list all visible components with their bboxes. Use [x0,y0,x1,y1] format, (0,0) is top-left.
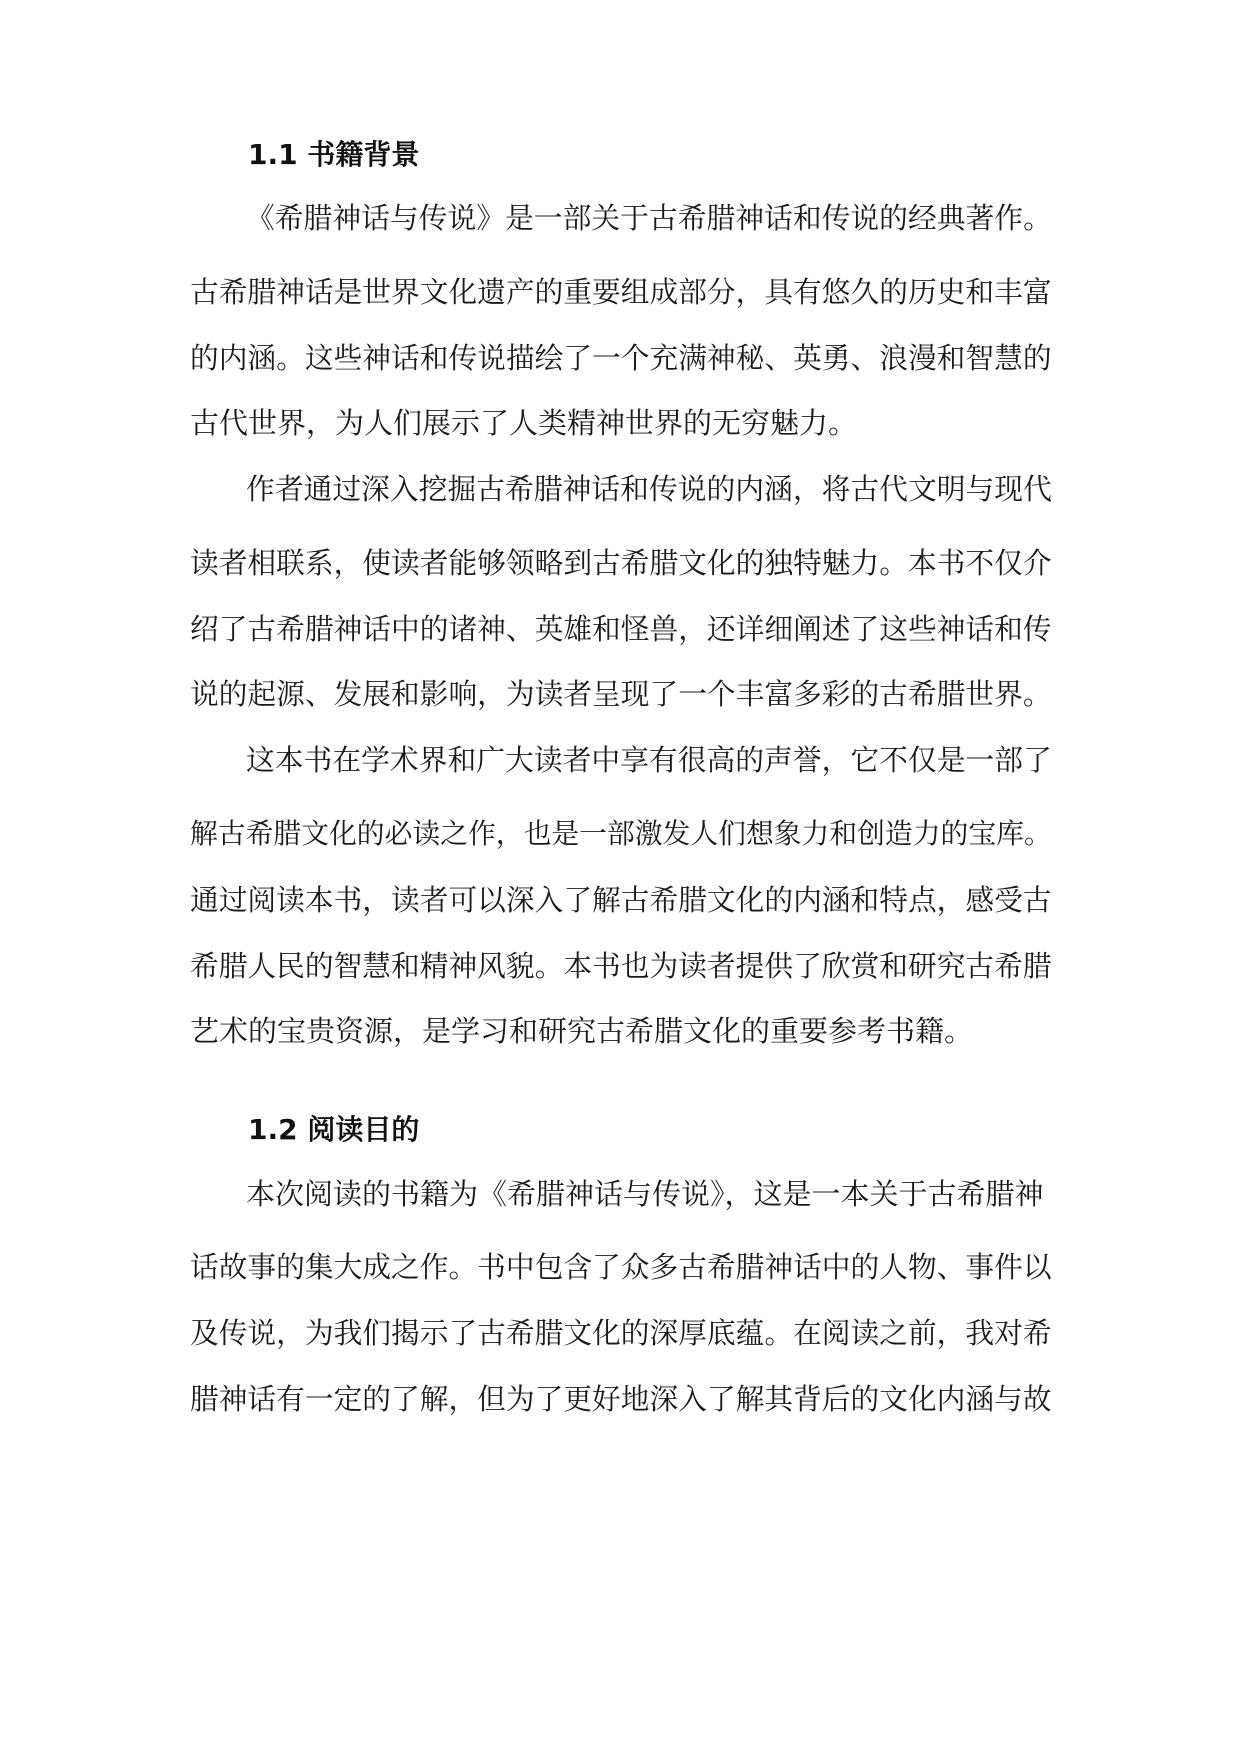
paragraph-line: 绍了古希腊神话中的诸神、英雄和怪兽，还详细阐述了这些神话和传 [190,612,1052,646]
paragraph-line: 说的起源、发展和影响，为读者呈现了一个丰富多彩的古希腊世界。 [190,677,1052,711]
paragraph-line: 及传说，为我们揭示了古希腊文化的深厚底蕴。在阅读之前，我对希 [190,1316,1052,1350]
section-heading-1-2: 1.2 阅读目的 [248,1113,420,1146]
paragraph-line: 古希腊神话是世界文化遗产的重要组成部分，具有悠久的历史和丰富 [190,275,1052,309]
paragraph-line: 通过阅读本书，读者可以深入了解古希腊文化的内涵和特点，感受古 [190,883,1052,917]
paragraph-line: 话故事的集大成之作。书中包含了众多古希腊神话中的人物、事件以 [190,1250,1052,1284]
paragraph-line: 古代世界，为人们展示了人类精神世界的无穷魅力。 [190,406,858,440]
paragraph-line: 艺术的宝贵资源，是学习和研究古希腊文化的重要参考书籍。 [190,1014,974,1048]
paragraph-line: 这本书在学术界和广大读者中享有很高的声誉，它不仅是一部了 [246,743,1052,777]
paragraph-line: 希腊人民的智慧和精神风貌。本书也为读者提供了欣赏和研究古希腊 [190,949,1052,983]
paragraph-line: 解古希腊文化的必读之作，也是一部激发人们想象力和创造力的宝库。 [190,817,1052,850]
section-heading-1-1: 1.1 书籍背景 [248,138,420,171]
paragraph-line: 作者通过深入挖掘古希腊神话和传说的内涵，将古代文明与现代 [246,472,1052,506]
paragraph-line: 的内涵。这些神话和传说描绘了一个充满神秘、英勇、浪漫和智慧的 [190,341,1052,375]
paragraph-line: 《希腊神话与传说》是一部关于古希腊神话和传说的经典著作。 [246,201,1052,235]
paragraph-line: 本次阅读的书籍为《希腊神话与传说》，这是一本关于古希腊神 [246,1177,1044,1211]
paragraph-line: 腊神话有一定的了解，但为了更好地深入了解其背后的文化内涵与故 [190,1382,1052,1416]
paragraph-line: 读者相联系，使读者能够领略到古希腊文化的独特魅力。本书不仅介 [190,546,1052,580]
